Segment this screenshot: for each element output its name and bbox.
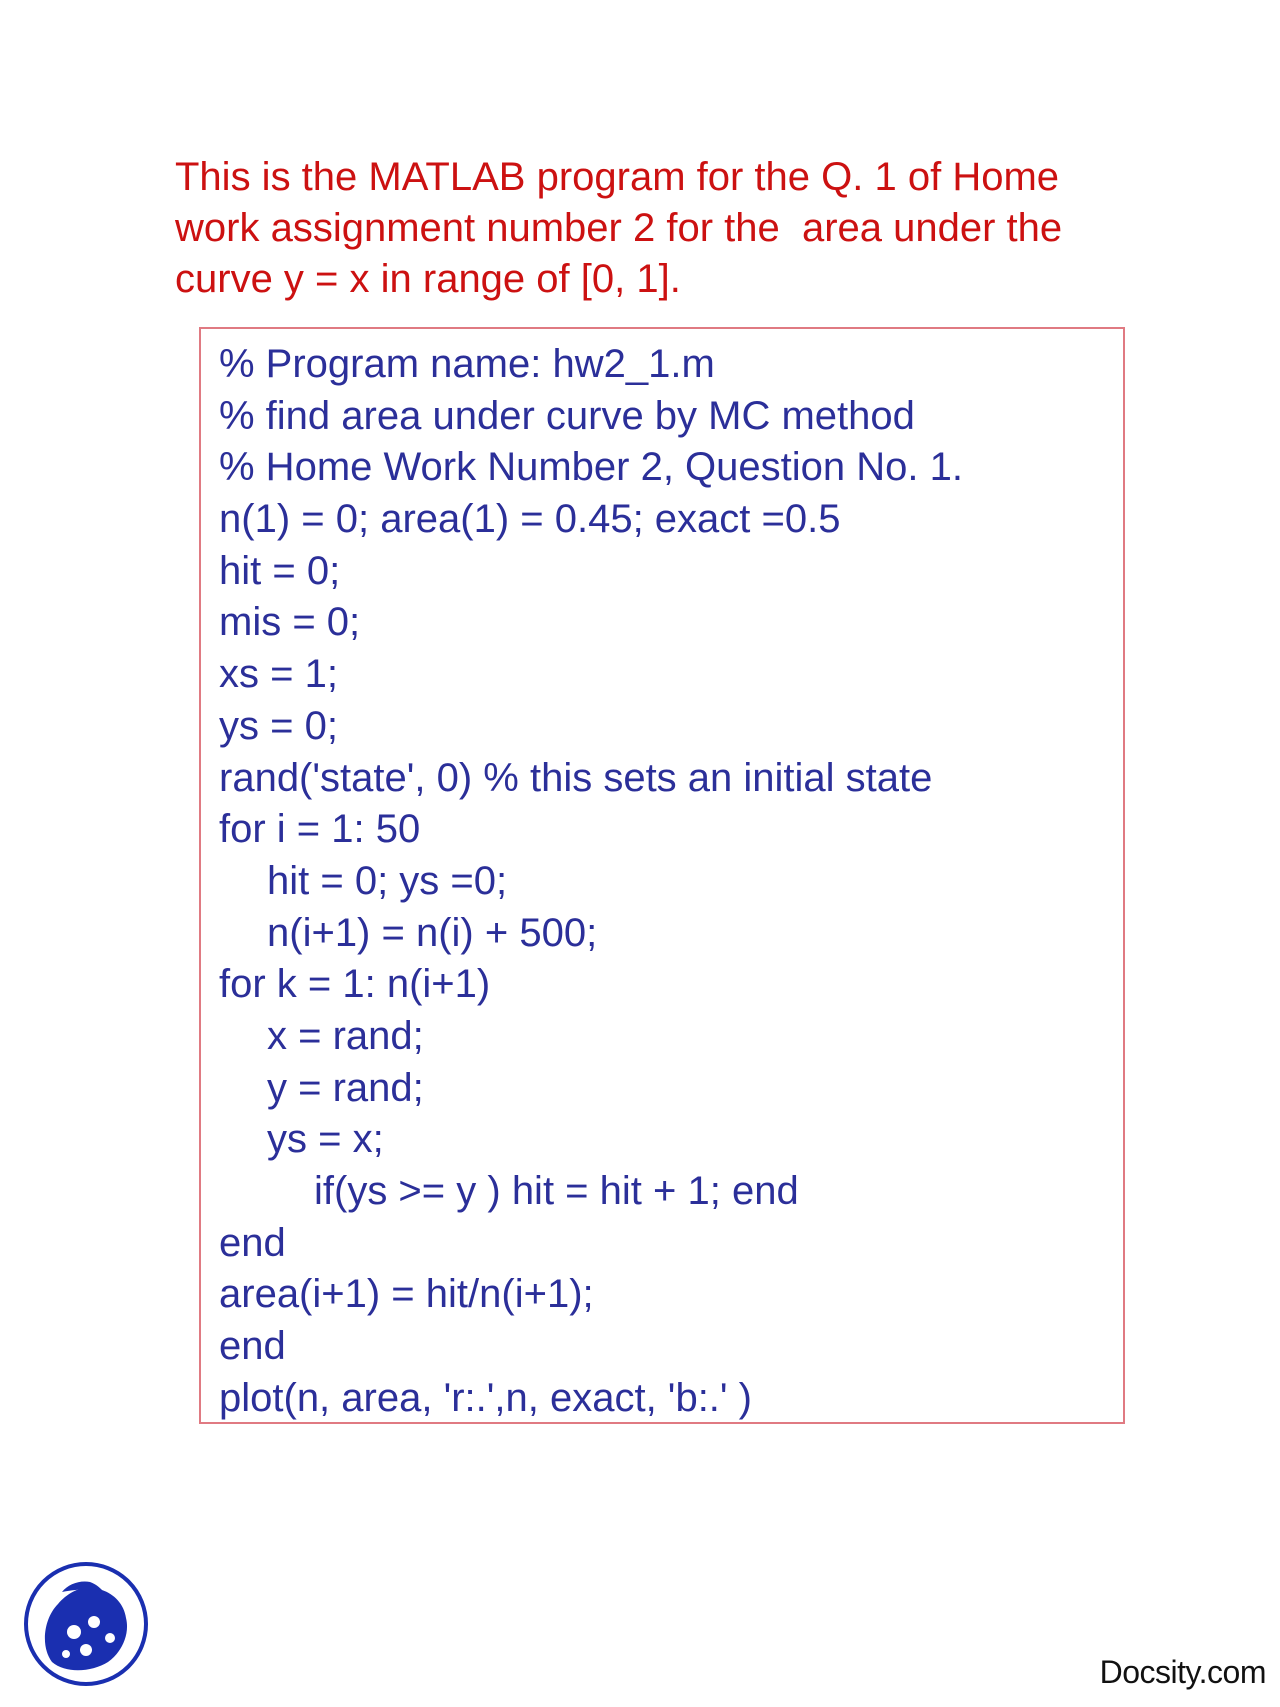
code-line: area(i+1) = hit/n(i+1); [219,1272,594,1317]
code-line: end [219,1220,286,1265]
code-line: y = rand; [267,1065,424,1110]
code-line: if(ys >= y ) hit = hit + 1; end [314,1169,799,1213]
code-line: end [219,1324,286,1369]
code-listing-box [199,327,1125,1424]
code-line: % Program name: hw2_1.m [219,342,715,386]
intro-line: curve y = x in range of [0, 1]. [175,257,681,301]
intro-line: work assignment number 2 for the area under the [175,206,1063,250]
brand-watermark: Docsity.com [1099,1654,1266,1690]
code-line: hit = 0; ys =0; [267,858,508,903]
code-listing [219,339,963,1424]
code-line: n(1) = 0; area(1) = 0.45; exact =0.5 [219,497,841,542]
code-line: n(i+1) = n(i) + 500; [267,910,598,955]
docsity-logo-icon [22,1560,150,1688]
code-line: ys = 0; [219,703,338,748]
code-line: for k = 1: n(i+1) [219,962,491,1007]
code-line: mis = 0; [219,600,361,645]
code-line: x = rand; [267,1013,424,1058]
code-line: for i = 1: 50 [219,807,421,852]
intro-line: This is the MATLAB program for the Q. 1 of Home [175,155,1060,199]
code-line: plot(n, area, 'r:.',n, exact, 'b:.' ) [219,1375,752,1420]
intro-paragraph [175,152,1155,305]
code-line: rand('state', 0) % this sets an initial state [219,755,933,800]
code-line: hit = 0; [219,548,341,593]
code-line: % Home Work Number 2, Question No. 1. [219,445,963,490]
code-line: ys = x; [267,1117,384,1162]
code-line: xs = 1; [219,652,338,697]
code-line: % find area under curve by MC method [219,393,915,438]
